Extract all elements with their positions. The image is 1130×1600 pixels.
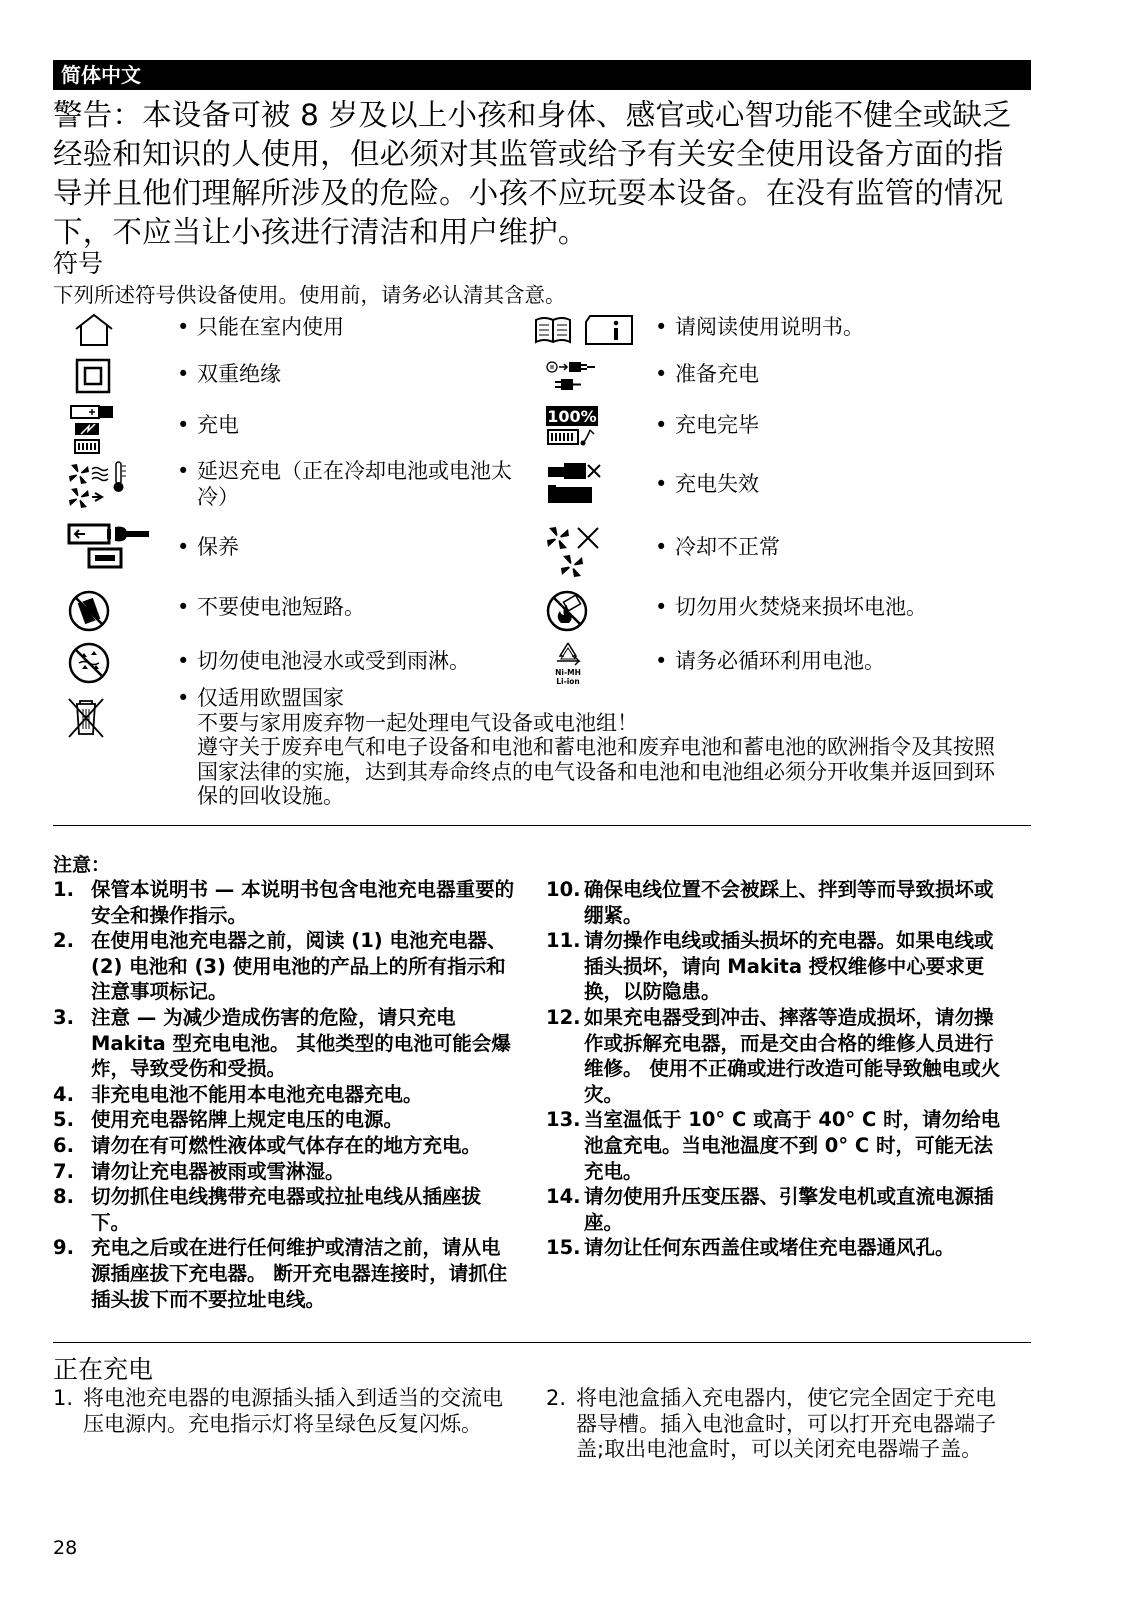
note-item: 5. 使用充电器铭牌上规定电压的电源。 [53, 1108, 404, 1132]
charging-left-column [53, 1386, 523, 1437]
divider [53, 1342, 1031, 1343]
eu-disposal-note: • 仅适用欧盟国家 不要与家用废弃物一起处理电气设备或电池组！ 遵守关于废弃电气和电子设备和电池和蓄电池和废弃电池和蓄电池的欧洲指令及其按照国家法律的实施，达到其寿命终点的电气设备和电池和电池组必须分开收集并返回到环保的回收设施。 [177, 686, 1007, 809]
eu-do-not-dispose-line: 不要与家用废弃物一起处理电气设备或电池组！ [197, 710, 638, 735]
warning-paragraph: 警告：本设备可被 8 岁及以上小孩和身体、感官或心智功能不健全或缺乏经验和知识的人使用，但必须对其监管或给予有关安全使用设备方面的指导并且他们理解所涉及的危险。小孩不应玩耍本设备。在没有监管的情况下，不应当让小孩进行清洁和用户维护。 [53, 98, 1012, 249]
cooling-fault-icon [544, 524, 604, 580]
eu-directive-line: 遵守关于废弃电气和电子设备和电池和蓄电池和废弃电池和蓄电池的欧洲指令及其按照国家法律的实施，达到其寿命终点的电气设备和电池和电池组必须分开收集并返回到环保的回收设施。 [197, 735, 995, 808]
house-icon [73, 312, 115, 348]
page-number: 28 [53, 1537, 78, 1559]
symbol-label: • 充电 [177, 413, 239, 437]
symbol-label: • 切勿使电池浸水或受到雨淋。 [177, 649, 470, 673]
symbol-label: • 不要使电池短路。 [177, 595, 365, 619]
badge-100-percent: 100% [547, 407, 597, 426]
charge-fail-icon [546, 461, 606, 507]
note-item: 12. 如果充电器受到冲击、摔落等造成损坏，请勿操作或拆解充电器，而是交由合格的维修人员进行维修。 使用不正确或进行改造可能导致触电或火灾。 [546, 1005, 1001, 1106]
note-item: 10. 确保电线位置不会被踩上、拌到等而导致损坏或绷紧。 [546, 878, 994, 927]
symbol-label: • 切勿用火焚烧来损坏电池。 [655, 595, 927, 619]
symbol-label: • 充电失效 [655, 472, 759, 496]
symbol-label: • 冷却不正常 [655, 535, 780, 559]
divider [53, 825, 1031, 826]
charging-title: 正在充电 [53, 1355, 154, 1384]
note-item: 6. 请勿在有可燃性液体或气体存在的地方充电。 [53, 1133, 482, 1157]
double-insulation-icon [75, 358, 111, 394]
symbol-label: • 请务必循环利用电池。 [655, 649, 885, 673]
maintenance-icon [67, 521, 153, 569]
symbol-label: • 只能在室内使用 [177, 315, 344, 339]
ready-to-charge-icon [545, 360, 601, 394]
charge-complete-icon [546, 406, 600, 448]
symbols-intro: 下列所述符号供设备使用。使用前，请务必认清其含意。 [53, 283, 566, 307]
notes-left-column [53, 877, 518, 1312]
note-item: 11. 请勿操作电线或插头损坏的充电器。如果电线或插头损坏，请向 Makita 授权维修中心要求更换，以防隐患。 [546, 929, 994, 1004]
charging-step: 2. 将电池盒插入充电器内，使它完全固定于充电器导槽。插入电池盒时，可以打开充电器端子盖;取出电池盒时，可以关闭充电器端子盖。 [546, 1386, 996, 1461]
note-item: 1. 保管本说明书 — 本说明书包含电池充电器重要的安全和操作指示。 [53, 878, 515, 927]
note-item: 7. 请勿让充电器被雨或雪淋湿。 [53, 1159, 345, 1183]
note-item: 9. 充电之后或在进行任何维护或清洁之前，请从电源插座拔下充电器。 断开充电器连接时，请抓住插头拔下而不要拉址电线。 [53, 1236, 508, 1311]
note-item: 2. 在使用电池充电器之前，阅读 (1) 电池充电器、(2) 电池和 (3) 使用电池的产品上的所有指示和注意事项标记。 [53, 929, 507, 1004]
charging-right-column [546, 1386, 1011, 1463]
read-manual-icon [534, 313, 634, 347]
symbols-title: 符号 [53, 249, 104, 278]
no-fire-icon [545, 589, 589, 633]
recycle-label-liion: Li-ion [556, 677, 580, 686]
recycle-label-nimh: Ni-MH [555, 668, 581, 677]
symbol-label: • 充电完毕 [655, 413, 759, 437]
language-header: 简体中文 [53, 60, 1031, 90]
charging-icon [69, 404, 115, 456]
eu-only-line: 仅适用欧盟国家 [197, 686, 344, 710]
note-item: 15. 请勿让任何东西盖住或堵住充电器通风孔。 [546, 1236, 955, 1260]
notes-title: 注意： [53, 854, 111, 876]
symbol-label: • 双重绝缘 [177, 362, 281, 386]
charging-step: 1. 将电池充电器的电源插头插入到适当的交流电压电源内。充电指示灯将呈绿色反复闪烁。 [53, 1386, 503, 1436]
symbol-label: • 延迟充电（正在冷却电池或电池太冷） [177, 459, 512, 509]
no-short-circuit-icon [67, 589, 111, 633]
no-water-icon [67, 641, 111, 685]
note-item: 4. 非充电电池不能用本电池充电器充电。 [53, 1082, 423, 1106]
note-item: 13. 当室温低于 10° C 或高于 40° C 时，请勿给电池盒充电。当电池温度不到 0° C 时，可能无法充电。 [546, 1108, 1001, 1183]
recycle-icon [551, 640, 585, 688]
note-item: 3. 注意 — 为减少造成伤害的危险，请只充电 Makita 型充电电池。 其他类型的电池可能会爆炸，导致受伤和受损。 [53, 1005, 511, 1081]
notes-right-column [546, 877, 1011, 1261]
weee-bin-icon [66, 696, 106, 740]
note-item: 8. 切勿抓住电线携带充电器或拉扯电线从插座拔下。 [53, 1185, 482, 1234]
delayed-charge-icon [67, 460, 133, 508]
symbol-label: • 准备充电 [655, 362, 759, 386]
symbol-label: • 保养 [177, 535, 239, 559]
note-item: 14. 请勿使用升压变压器、引擎发电机或直流电源插座。 [546, 1185, 994, 1234]
symbol-label: • 请阅读使用说明书。 [655, 315, 864, 339]
